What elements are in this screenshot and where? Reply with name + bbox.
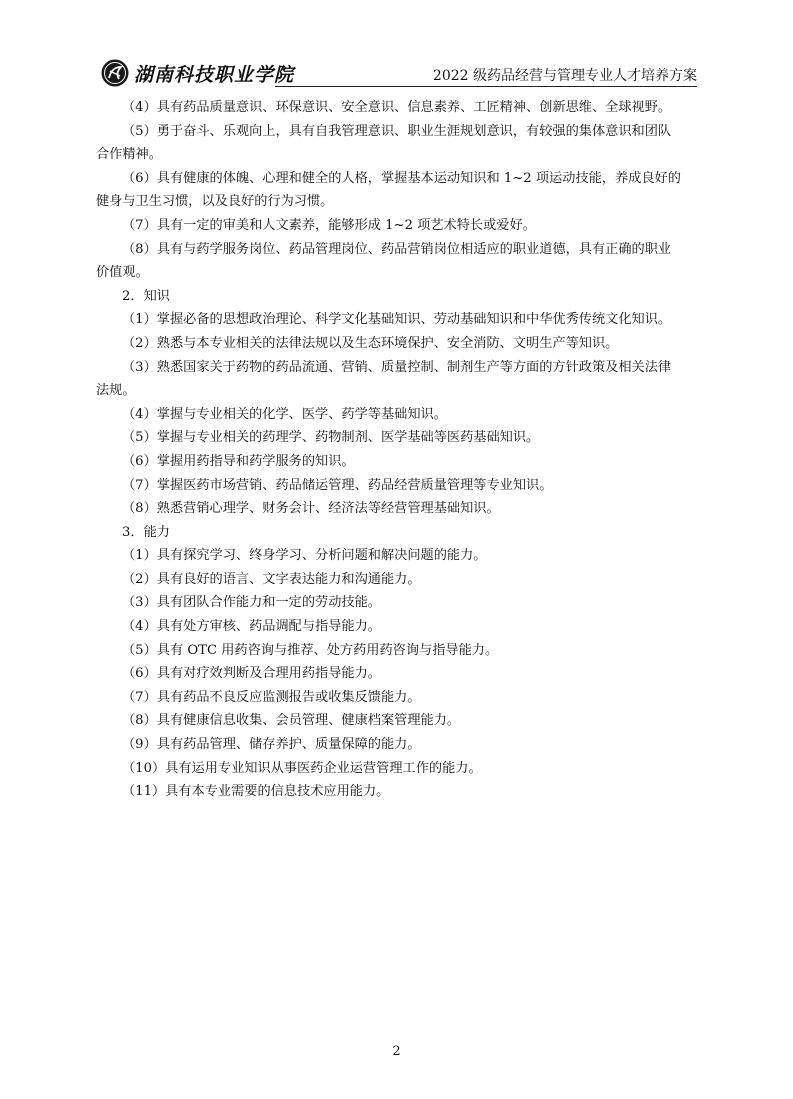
school-name: 湖南科技职业学院 [134, 64, 295, 86]
text-line: 合作精神。 [96, 147, 162, 163]
header-divider [275, 86, 697, 87]
text-line: （2）具有良好的语言、文字表达能力和沟通能力。 [122, 571, 421, 587]
text-line: （5）具有 OTC 用药咨询与推荐、处方药用药咨询与指导能力。 [122, 642, 499, 658]
text-line: （5）掌握与专业相关的药理学、药物制剂、医学基础等医药基础知识。 [122, 430, 540, 446]
text-line: 3．能力 [122, 524, 170, 540]
text-line: （1）具有探究学习、终身学习、分析问题和解决问题的能力。 [122, 548, 487, 564]
text-line: （10）具有运用专业知识从事医药企业运营管理工作的能力。 [122, 760, 482, 776]
text-line: （6）具有对疗效判断及合理用药指导能力。 [122, 666, 381, 682]
document-body [96, 96, 701, 804]
text-line: （5）勇于奋斗、乐观向上，具有自我管理意识、职业生涯规划意识，有较强的集体意识和团队 [122, 123, 672, 139]
text-line: （3）熟悉国家关于药物的药品流通、营销、质量控制、制剂生产等方面的方针政策及相关法律 [122, 359, 672, 375]
text-line: （7）具有一定的审美和人文素养，能够形成 1~2 项艺术特长或爱好。 [122, 217, 536, 233]
text-line: 法规。 [96, 383, 136, 399]
school-logo-icon [100, 58, 130, 88]
page-header [100, 56, 697, 88]
page-number: 2 [392, 1044, 401, 1059]
text-line: （8）具有健康信息收集、会员管理、健康档案管理能力。 [122, 713, 461, 729]
text-line: 价值观。 [96, 265, 149, 281]
text-line: （6）掌握用药指导和药学服务的知识。 [122, 453, 355, 469]
text-line: （11）具有本专业需要的信息技术应用能力。 [122, 784, 390, 800]
text-line: （9）具有药品管理、储存养护、质量保障的能力。 [122, 737, 421, 753]
text-line: （8）具有与药学服务岗位、药品管理岗位、药品营销岗位相适应的职业道德，具有正确的职业 [122, 241, 672, 257]
text-line: （4）具有处方审核、药品调配与指导能力。 [122, 619, 381, 635]
document-title: 2022 级药品经营与管理专业人才培养方案 [432, 68, 697, 84]
text-line: （8）熟悉营销心理学、财务会计、经济法等经营管理基础知识。 [122, 501, 500, 517]
text-line: （6）具有健康的体魄、心理和健全的人格，掌握基本运动知识和 1~2 项运动技能，养成良好的 [122, 170, 681, 186]
text-line: （4）掌握与专业相关的化学、医学、药学等基础知识。 [122, 406, 447, 422]
text-line: （2）熟悉与本专业相关的法律法规以及生态环境保护、安全消防、文明生产等知识。 [122, 335, 619, 351]
text-line: （7）掌握医药市场营销、药品储运管理、药品经营质量管理等专业知识。 [122, 477, 553, 493]
text-line: （1）掌握必备的思想政治理论、科学文化基础知识、劳动基础知识和中华优秀传统文化知识。 [122, 312, 672, 328]
text-line: （7）具有药品不良反应监测报告或收集反馈能力。 [122, 689, 421, 705]
text-line: （3）具有团队合作能力和一定的劳动技能。 [122, 595, 381, 611]
text-line: （4）具有药品质量意识、环保意识、安全意识、信息素养、工匠精神、创新思维、全球视野。 [122, 100, 672, 115]
text-line: 2．知识 [122, 288, 170, 304]
text-line: 健身与卫生习惯，以及良好的行为习惯。 [96, 194, 334, 210]
